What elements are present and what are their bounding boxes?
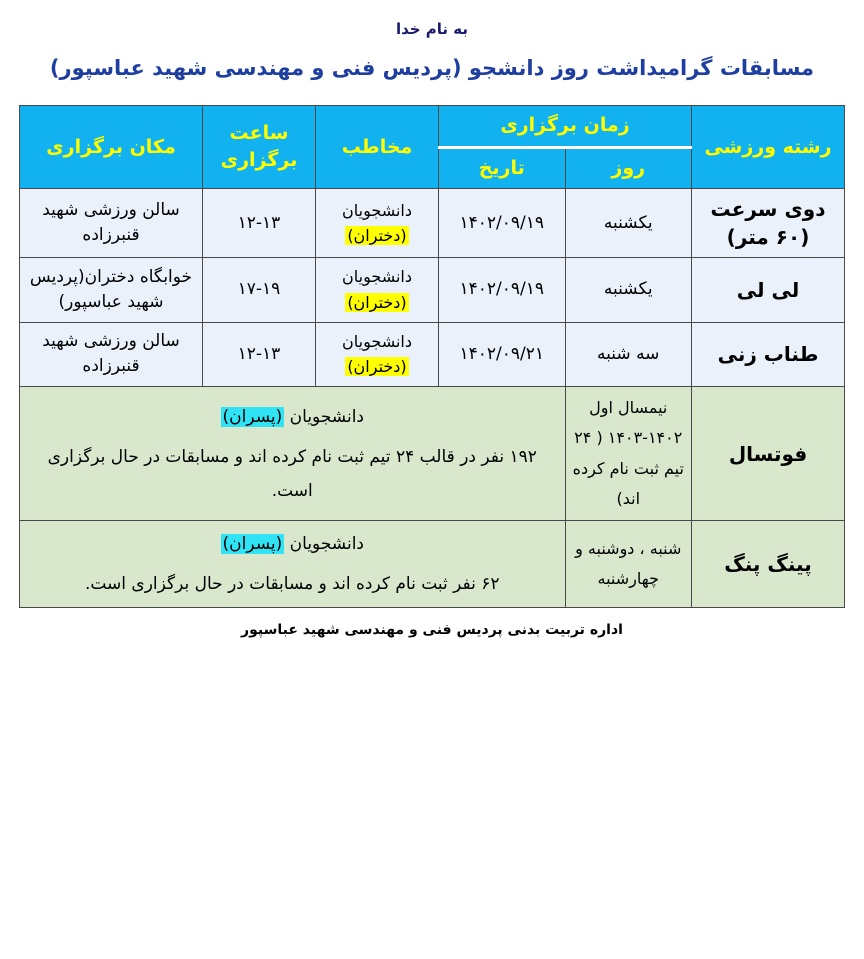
schedule-table xyxy=(19,105,845,608)
table-body xyxy=(20,189,845,608)
cell-day: شنبه ، دوشنبه و چهارشنبه xyxy=(565,521,692,608)
cell-day: نیمسال اول ۱۴۰۲-۱۴۰۳ ( ۲۴ تیم ثبت نام کرده اند) xyxy=(565,386,692,521)
cell-day: یکشنبه xyxy=(565,189,692,258)
cell-sport: طناب زنی xyxy=(692,322,845,386)
cell-hour: ۱۲-۱۳ xyxy=(203,322,316,386)
table-header-row-1 xyxy=(20,106,845,148)
table-row xyxy=(20,521,845,608)
column-header-date: تاریخ xyxy=(439,147,566,189)
cell-sport: دوی سرعت (۶۰ متر) xyxy=(692,189,845,258)
table-row xyxy=(20,386,845,521)
bismillah-text: به نام خدا xyxy=(395,20,469,38)
cell-date: ۱۴۰۲/۰۹/۱۹ xyxy=(439,189,566,258)
cell-hour: ۱۲-۱۳ xyxy=(203,189,316,258)
cell-date: ۱۴۰۲/۰۹/۱۹ xyxy=(439,258,566,322)
poster-page xyxy=(0,20,864,959)
cell-sport: فوتسال xyxy=(692,386,845,521)
column-header-day: روز xyxy=(565,147,692,189)
cell-day: یکشنبه xyxy=(565,258,692,322)
note-heading xyxy=(26,400,559,434)
note-main-text: دانشجویان xyxy=(289,534,364,555)
note-main-text: دانشجویان xyxy=(289,406,364,427)
cell-date: ۱۴۰۲/۰۹/۲۱ xyxy=(439,322,566,386)
cell-place: خوابگاه دختران(پردیس شهید عباسپور) xyxy=(20,258,203,322)
column-header-time-group: زمان برگزاری xyxy=(439,106,692,148)
cell-day: سه شنبه xyxy=(565,322,692,386)
column-header-hour: ساعت برگزاری xyxy=(203,106,316,189)
note-heading xyxy=(26,527,559,561)
cell-place: سالن ورزشی شهید قنبرزاده xyxy=(20,189,203,258)
audience-highlight-text: (دختران) xyxy=(347,226,407,246)
page-title: مسابقات گرامیداشت روز دانشجو (پردیس فنی و مهندسی شهید عباسپور) xyxy=(49,56,815,80)
audience-highlight-text: (دختران) xyxy=(347,293,407,313)
audience-main-text: دانشجویان xyxy=(342,267,412,287)
cell-audience xyxy=(316,258,439,322)
cell-sport: پینگ پنگ xyxy=(692,521,845,608)
note-highlight-text: (پسران) xyxy=(222,406,283,427)
table-header xyxy=(20,106,845,189)
note-body-text: ۱۹۲ نفر در قالب ۲۴ تیم ثبت نام کرده اند و مسابقات در حال برگزاری است. xyxy=(47,446,537,501)
cell-audience xyxy=(316,322,439,386)
cell-hour: ۱۷-۱۹ xyxy=(203,258,316,322)
table-row xyxy=(20,189,845,258)
note-highlight-text: (پسران) xyxy=(222,534,283,555)
audience-highlight-text: (دختران) xyxy=(347,357,407,377)
footer-text: اداره تربیت بدنی پردیس فنی و مهندسی شهید عباسپور xyxy=(241,622,623,639)
table-row xyxy=(20,322,845,386)
cell-sport: لی لی xyxy=(692,258,845,322)
cell-place: سالن ورزشی شهید قنبرزاده xyxy=(20,322,203,386)
audience-main-text: دانشجویان xyxy=(342,200,412,220)
column-header-sport: رشته ورزشی xyxy=(692,106,845,189)
audience-main-text: دانشجویان xyxy=(342,331,412,351)
table-row xyxy=(20,258,845,322)
column-header-audience: مخاطب xyxy=(316,106,439,189)
cell-note xyxy=(20,386,566,521)
cell-audience xyxy=(316,189,439,258)
note-body-text: ۶۲ نفر ثبت نام کرده اند و مسابقات در حال برگزاری است. xyxy=(84,574,500,595)
column-header-place: مکان برگزاری xyxy=(20,106,203,189)
cell-note xyxy=(20,521,566,608)
